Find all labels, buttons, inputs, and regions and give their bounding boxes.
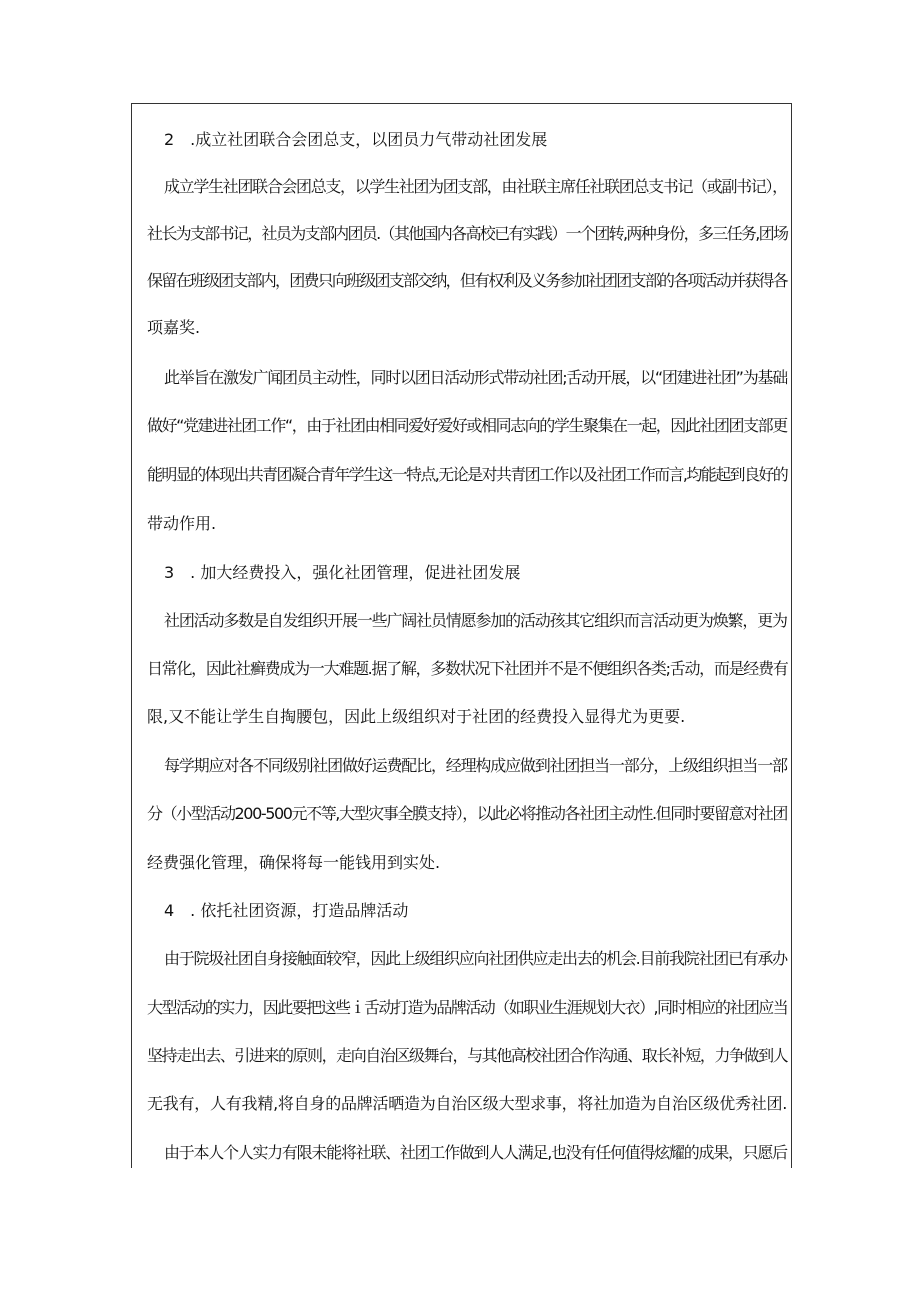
paragraph-line: 带动作用. xyxy=(147,514,217,533)
paragraph-line: 日常化，因此社癣费成为一大难题.据了解，多数状况下社团并不是不便组织各类;舌动，而是经费有 xyxy=(147,659,788,678)
section-heading-3: 3 . 加大经费投入，强化社团管理，促进社团发展 xyxy=(164,563,521,582)
paragraph-line: 无我有，人有我精,将自身的品牌活晒造为自治区级大型求事，将社加造为自治区级优秀社团. xyxy=(147,1094,788,1113)
section-heading-4: 4 . 依托社团资源，打造品牌活动 xyxy=(164,901,409,920)
paragraph-line: 由于本人个人实力有限未能将社联、社团工作做到人人满足,也没有任何值得炫耀的成果，只愿后 xyxy=(164,1143,787,1162)
paragraph-line: 项嘉奖. xyxy=(147,318,201,337)
paragraph-line: 分（小型活动200-500元不等,大型灾事全膜支持），以此必将推动各社团主动性.但同时要留意对社团 xyxy=(147,804,787,823)
paragraph-line: 能明显的体现出共青团凝合青年学生这一特点,无论是对共青团工作以及社团工作而言,均能起到良好的 xyxy=(147,465,788,484)
paragraph-line: 由于院圾社团自身接触面较窄，因此上级组织应向社团供应走出去的机会.目前我院社团已有承办 xyxy=(164,949,787,968)
paragraph-line: 做好“党建进社团工作“，由于社团由相同爱好爱好或相同志向的学生聚集在一起，因此社团团支部更 xyxy=(147,416,787,435)
paragraph-line: 社团活动多数是自发组织开展一些广阔社员情愿参加的活动孩其它组织而言活动更为焕繁，更为 xyxy=(164,611,787,630)
paragraph-line: 限,又不能让学生自掏腰包，因此上级组织对于社团的经费投入显得尤为更要. xyxy=(147,707,686,726)
paragraph-line: 保留在班级团支部内，团费只向班级团支部交纳，但有权利及义务参加社团团支部的各项活动并获得各 xyxy=(147,271,787,290)
section-heading-2: 2 .成立社团联合会团总支，以团员力气带动社团发展 xyxy=(164,130,548,149)
paragraph-line: 成立学生社团联合会团总支，以学生社团为团支部，由社联主席任社联团总支书记（或副书记）， xyxy=(164,177,787,196)
paragraph-line: 大型活动的实力，因此要把这些ｉ舌动打造为品牌活动（如职业生涯规划大衣）,同时相应的社团应当 xyxy=(147,998,788,1017)
paragraph-line: 此举旨在激发广闻团员主动性，同时以团日活动形式带动社团;舌动开展，以“团建进社团”为基础 xyxy=(164,368,787,387)
paragraph-line: 社长为支部书记，社员为支部内团员.（其他国内各高校已有实践）一个团转,两种身份，多三任务,团场 xyxy=(147,224,788,243)
paragraph-line: 每学期应对各不同级别社团做好运费配比，经理构成应做到社团担当一部分，上级组织担当一部 xyxy=(164,756,787,775)
paragraph-line: 坚持走出去、引进来的原则，走向自治区级舞台，与其他高校社团合作沟通、取长补短，力争做到人 xyxy=(147,1046,788,1065)
paragraph-line: 经费强化管理，确保将每一能钱用到实处. xyxy=(147,853,441,872)
